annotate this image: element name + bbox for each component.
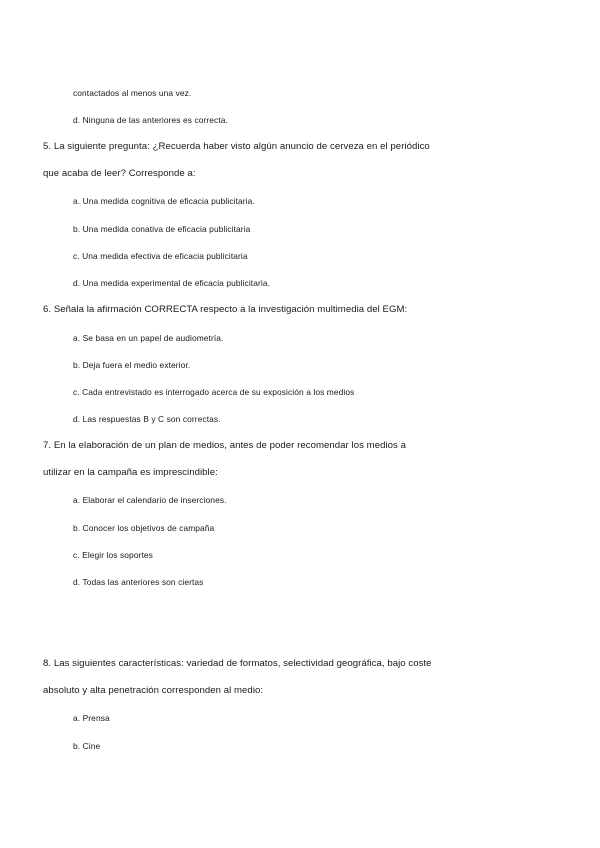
answer-option: d. Ninguna de las anteriores es correcta. — [73, 115, 228, 125]
question-8-text: 8. Las siguientes características: variedad de formatos, selectividad geográfica, bajo coste — [43, 658, 432, 669]
question-6-text: 6. Señala la afirmación CORRECTA respecto a la investigación multimedia del EGM: — [43, 304, 408, 315]
question-7-text-cont: utilizar en la campaña es imprescindible: — [43, 467, 218, 478]
answer-option: c. Elegir los soportes — [73, 550, 153, 560]
answer-option: contactados al menos una vez. — [73, 88, 192, 98]
answer-option: a. Una medida cognitiva de eficacia publicitaria. — [73, 196, 255, 206]
answer-option: c. Una medida efectiva de eficacia publicitaria — [73, 251, 248, 261]
answer-option: d. Las respuestas B y C son correctas. — [73, 414, 221, 424]
answer-option: b. Cine — [73, 741, 101, 751]
answer-option: b. Deja fuera el medio exterior. — [73, 360, 191, 370]
question-8-text-cont: absoluto y alta penetración corresponden al medio: — [43, 685, 264, 696]
answer-option: a. Elaborar el calendario de inserciones. — [73, 495, 227, 505]
answer-option: a. Se basa en un papel de audiometría. — [73, 333, 224, 343]
answer-option: b. Conocer los objetivos de campaña — [73, 523, 215, 533]
question-5-text-cont: que acaba de leer? Corresponde a: — [43, 168, 196, 179]
answer-option: d. Una medida experimental de eficacia publicitaria. — [73, 278, 270, 288]
question-7-text: 7. En la elaboración de un plan de medios, antes de poder recomendar los medios a — [43, 440, 406, 451]
answer-option: b. Una medida conativa de eficacia publicitaria — [73, 224, 251, 234]
answer-option: c. Cada entrevistado es interrogado acerca de su exposición a los medios — [73, 387, 355, 397]
answer-option: a. Prensa — [73, 713, 110, 723]
answer-option: d. Todas las anteriores son ciertas — [73, 577, 204, 587]
question-5-text: 5. La siguiente pregunta: ¿Recuerda haber visto algún anuncio de cerveza en el periódico — [43, 141, 430, 152]
